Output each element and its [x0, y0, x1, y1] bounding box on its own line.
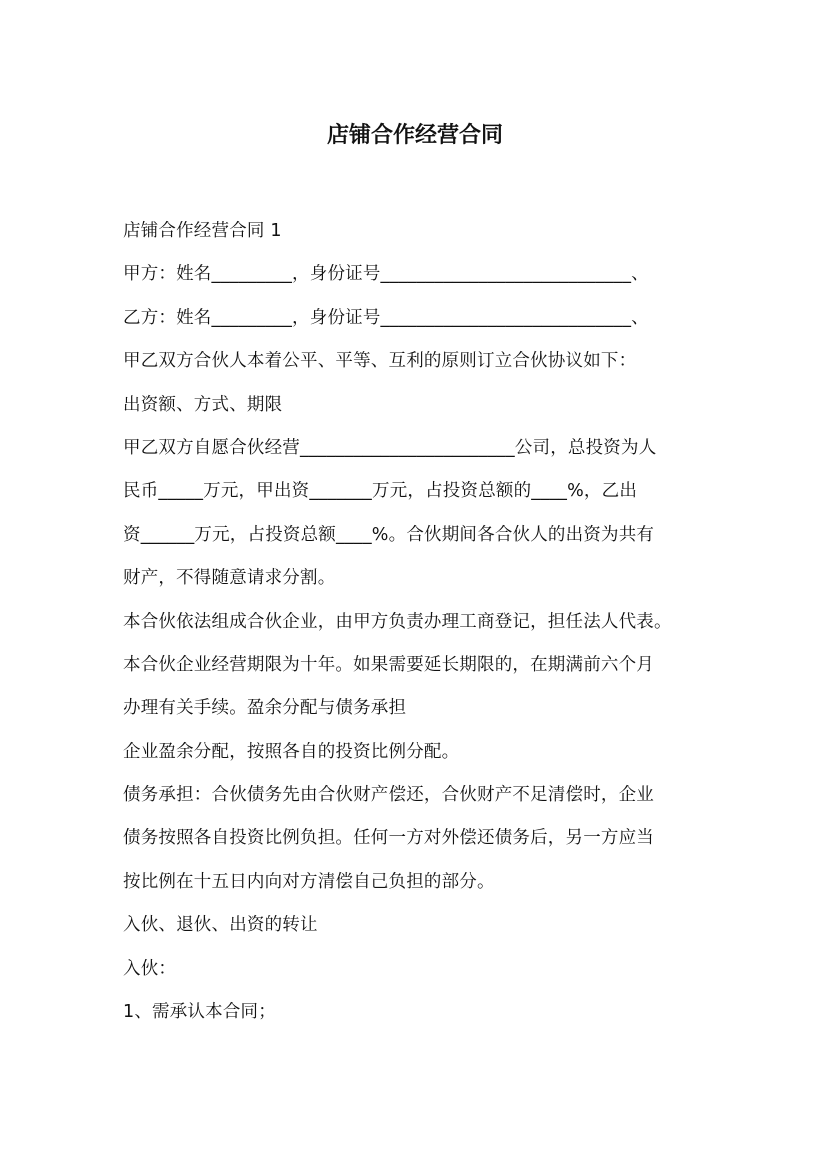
document-line: 乙方：姓名_________，身份证号____________________________、 [123, 307, 649, 328]
document-line: 1、需承认本合同； [123, 1002, 276, 1023]
document-line: 入伙： [123, 958, 177, 979]
document-line: 入伙、退伙、出资的转让 [123, 915, 318, 936]
document-line: 企业盈余分配，按照各自的投资比例分配。 [123, 741, 460, 762]
document-line: 店铺合作经营合同 1 [123, 221, 282, 241]
document-line: 办理有关手续。盈余分配与债务承担 [123, 698, 407, 719]
document-body [123, 212, 713, 1036]
document-line: 债务按照各自投资比例负担。任何一方对外偿还债务后，另一方应当 [123, 828, 654, 849]
document-title: 店铺合作经营合同 [326, 123, 503, 148]
document-line: 资______万元，占投资总额____%。合伙期间各合伙人的出资为共有 [123, 524, 655, 545]
document-line: 甲乙双方合伙人本着公平、平等、互利的原则订立合伙协议如下： [123, 351, 637, 372]
document-line: 甲方：姓名_________，身份证号____________________________、 [123, 264, 649, 285]
document-line: 财产，不得随意请求分割。 [123, 568, 336, 589]
document-line: 甲乙双方自愿合伙经营________________________公司，总投资为人 [123, 437, 657, 458]
document-line: 本合伙企业经营期限为十年。如果需要延长期限的，在期满前六个月 [123, 654, 654, 675]
document-line: 出资额、方式、期限 [123, 394, 283, 415]
document-line: 债务承担：合伙债务先由合伙财产偿还，合伙财产不足清偿时，企业 [123, 785, 654, 806]
document-line: 本合伙依法组成合伙企业，由甲方负责办理工商登记，担任法人代表。 [123, 611, 672, 632]
document-line: 民币_____万元，甲出资_______万元，占投资总额的____%，乙出 [123, 481, 638, 502]
document-line: 按比例在十五日内向对方清偿自己负担的部分。 [123, 871, 495, 892]
